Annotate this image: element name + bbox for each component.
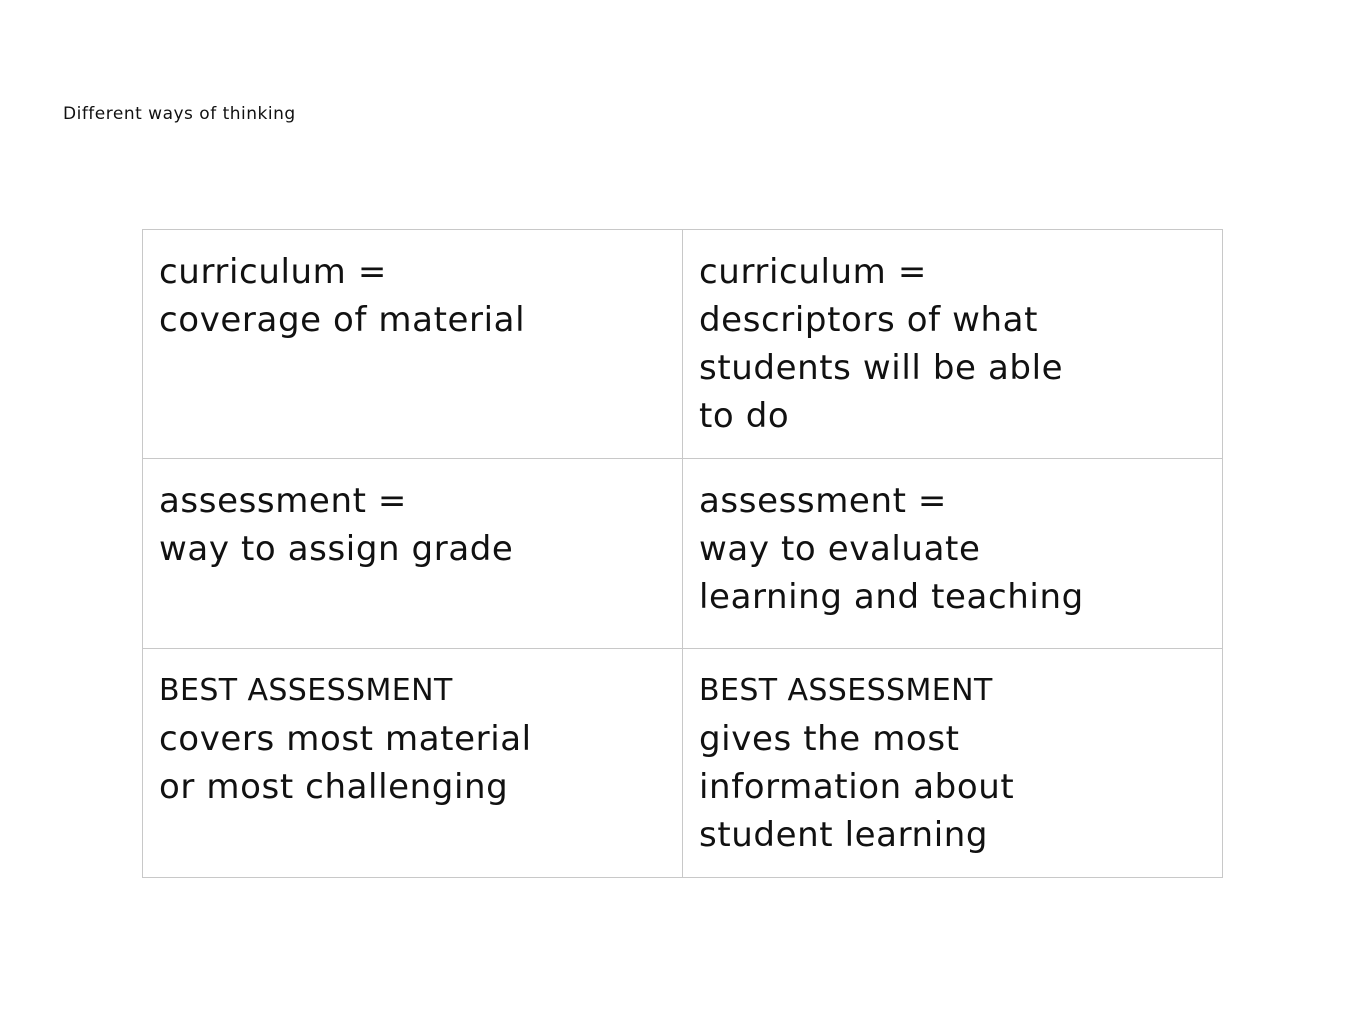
cell-text: gives the most	[699, 719, 960, 759]
cell-text: curriculum =	[159, 252, 387, 292]
table-row-assessment	[143, 459, 1223, 649]
cell-text: curriculum =	[699, 252, 927, 292]
table-row-best-assessment	[143, 649, 1223, 878]
cell-text: assessment =	[699, 481, 948, 521]
table-cell-best-assessment-coverage	[143, 649, 683, 878]
table-row-curriculum	[143, 230, 1223, 459]
cell-text: way to evaluate	[699, 529, 981, 569]
cell-text: students will be able	[699, 348, 1064, 388]
table-cell-curriculum-coverage	[143, 230, 683, 459]
comparison-table	[142, 229, 1223, 878]
cell-heading: BEST ASSESSMENT	[159, 673, 453, 708]
table-cell-curriculum-descriptors	[683, 230, 1223, 459]
cell-text: student learning	[699, 815, 989, 855]
cell-text: learning and teaching	[699, 577, 1084, 617]
cell-text: information about	[699, 767, 1015, 807]
table-cell-assessment-evaluate	[683, 459, 1223, 649]
cell-text: way to assign grade	[159, 529, 514, 569]
cell-heading: BEST ASSESSMENT	[699, 673, 993, 708]
cell-text: assessment =	[159, 481, 408, 521]
table-cell-best-assessment-information	[683, 649, 1223, 878]
cell-text: coverage of material	[159, 300, 526, 340]
cell-text: to do	[699, 396, 790, 436]
cell-text: descriptors of what	[699, 300, 1039, 340]
cell-text: covers most material	[159, 719, 532, 759]
cell-text: or most challenging	[159, 767, 509, 807]
slide-title: Different ways of thinking	[63, 104, 296, 124]
table-cell-assessment-grade	[143, 459, 683, 649]
